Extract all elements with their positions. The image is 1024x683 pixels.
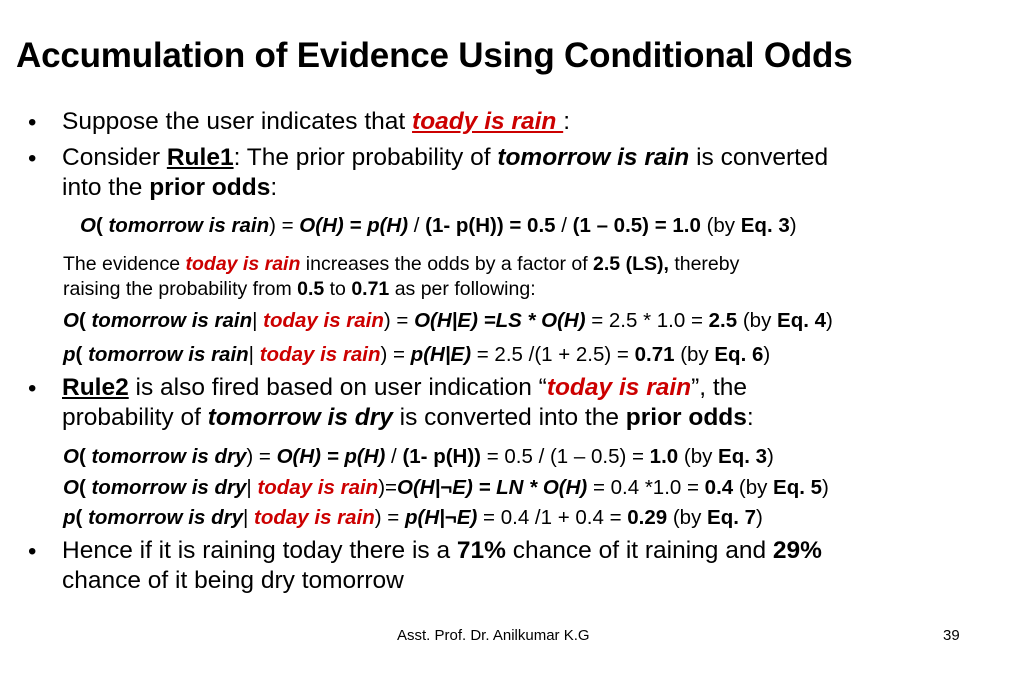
slide-title: Accumulation of Evidence Using Conditional Odds bbox=[16, 36, 853, 75]
bullet-marker: • bbox=[28, 145, 37, 172]
equation-prior-odds-rain: O( tomorrow is rain) = O(H) = p(H) / (1- p(H)) = 0.5 / (1 – 0.5) = 1.0 (by Eq. 3) bbox=[80, 214, 797, 237]
equation-prior-odds-dry: O( tomorrow is dry) = O(H) = p(H) / (1- p(H)) = 0.5 / (1 – 0.5) = 1.0 (by Eq. 3) bbox=[63, 445, 774, 468]
bullet-2-line-2: into the prior odds: bbox=[62, 174, 278, 201]
equation-posterior-odds-dry: O( tomorrow is dry| today is rain)=O(H|¬E) = LN * O(H) = 0.4 *1.0 = 0.4 (by Eq. 5) bbox=[63, 476, 829, 499]
equation-posterior-odds-rain: O( tomorrow is rain| today is rain) = O(H|E) =LS * O(H) = 2.5 * 1.0 = 2.5 (by Eq. 4) bbox=[63, 309, 833, 332]
rule2-label: Rule2 bbox=[62, 374, 129, 401]
rule1-label: Rule1 bbox=[166, 144, 234, 171]
equation-posterior-prob-dry: p( tomorrow is dry| today is rain) = p(H|¬E) = 0.4 /1 + 0.4 = 0.29 (by Eq. 7) bbox=[63, 506, 763, 529]
footer-author: Asst. Prof. Dr. Anilkumar K.G bbox=[397, 627, 590, 644]
bullet-1: Suppose the user indicates that toady is rain : bbox=[62, 108, 570, 135]
evidence-line-2: raising the probability from 0.5 to 0.71 as per following: bbox=[63, 278, 536, 300]
bullet-3-line-2: probability of tomorrow is dry is converted into the prior odds: bbox=[62, 404, 754, 431]
bullet-4-line-2: chance of it being dry tomorrow bbox=[62, 567, 404, 594]
highlight-today-rain: toady is rain bbox=[412, 108, 564, 135]
bullet-marker: • bbox=[28, 109, 37, 136]
equation-posterior-prob-rain: p( tomorrow is rain| today is rain) = p(H|E) = 2.5 /(1 + 2.5) = 0.71 (by Eq. 6) bbox=[63, 343, 771, 366]
evidence-line-1: The evidence today is rain increases the odds by a factor of 2.5 (LS), thereby bbox=[63, 253, 740, 275]
page-number: 39 bbox=[943, 627, 960, 644]
bullet-2-line-1: Consider Rule1: The prior probability of tomorrow is rain is converted bbox=[62, 144, 829, 171]
bullet-3-line-1: Rule2 is also fired based on user indication “today is rain”, the bbox=[62, 374, 747, 401]
bullet-marker: • bbox=[28, 538, 37, 565]
bullet-4-line-1: Hence if it is raining today there is a 71% chance of it raining and 29% bbox=[62, 537, 822, 564]
bullet-marker: • bbox=[28, 375, 37, 402]
